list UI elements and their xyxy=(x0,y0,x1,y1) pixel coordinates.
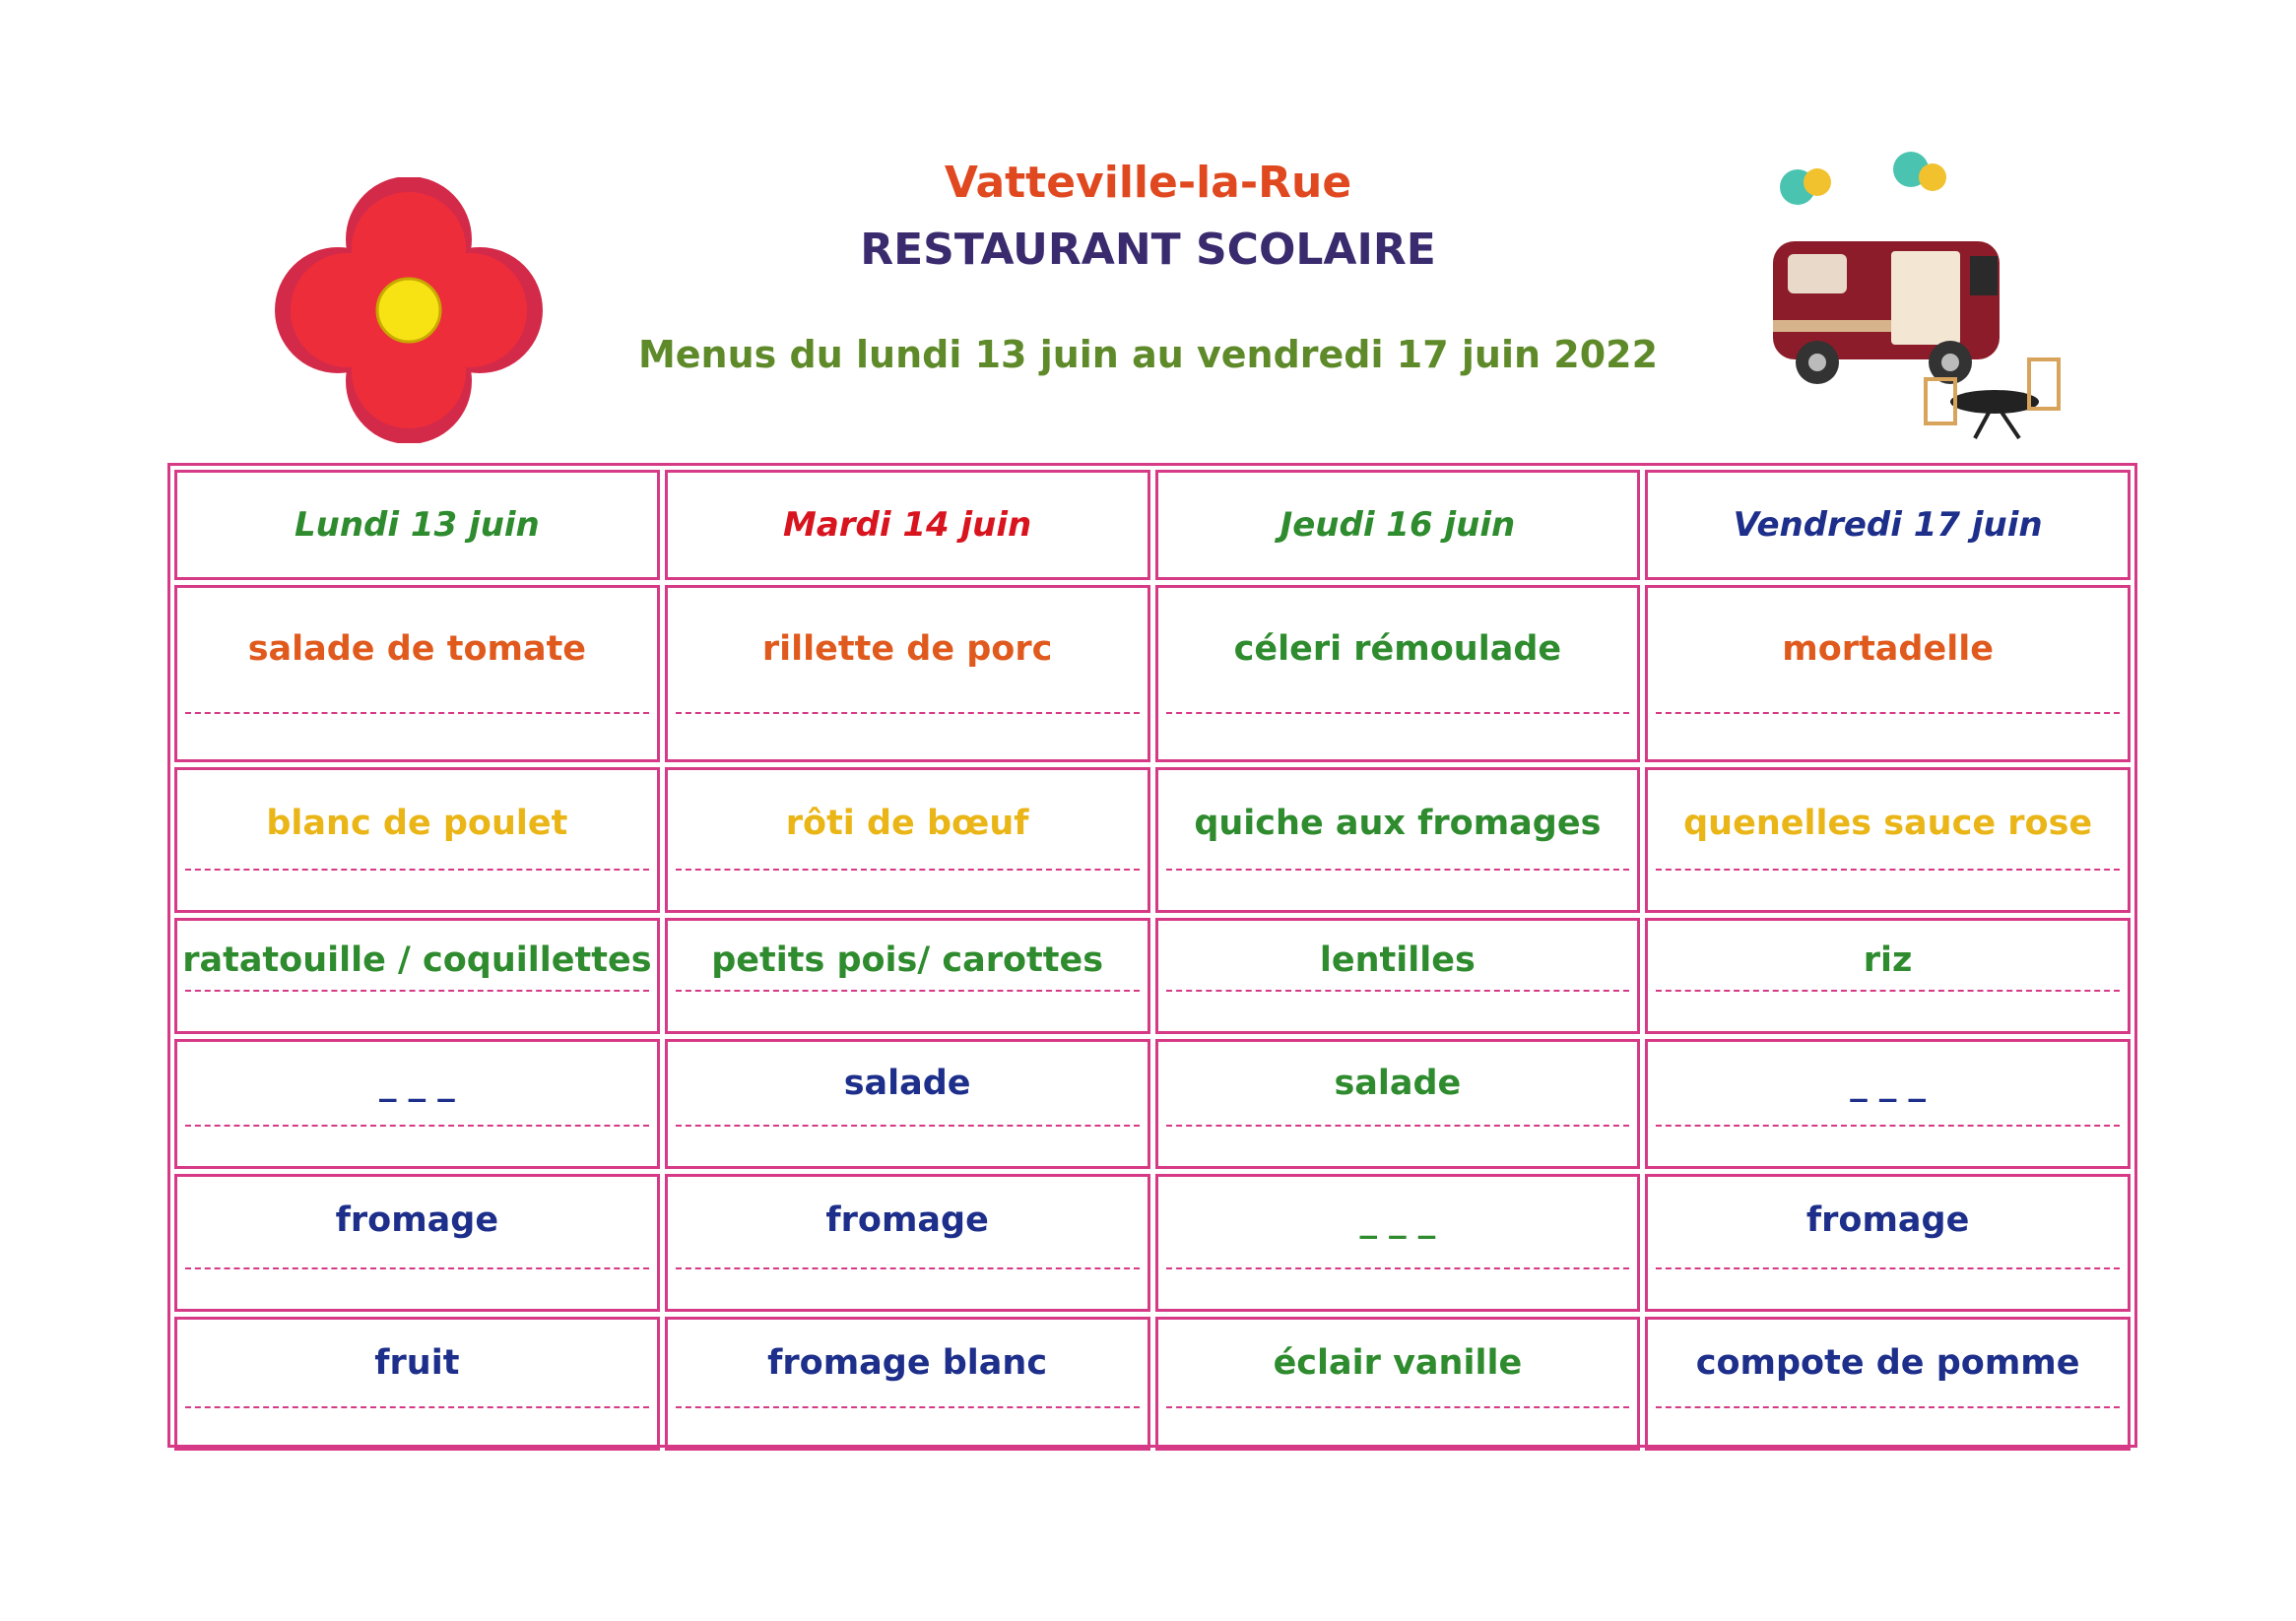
flower-icon xyxy=(256,177,561,443)
menu-cell-dessert: éclair vanille xyxy=(1155,1317,1641,1451)
day-header: Jeudi 16 juin xyxy=(1155,470,1641,580)
menu-cell-entree: rillette de porc xyxy=(665,585,1150,762)
menu-cell-plat: quenelles sauce rose xyxy=(1645,767,2131,913)
menu-period: Menus du lundi 13 juin au vendredi 17 juin 2022 xyxy=(637,333,1659,376)
page-title: RESTAURANT SCOLAIRE xyxy=(860,225,1436,275)
menu-cell-accompagnement: ratatouille / coquillettes xyxy=(174,918,660,1034)
menu-cell-accompagnement: lentilles xyxy=(1155,918,1641,1034)
menu-cell-salade: salade xyxy=(1155,1039,1641,1169)
menu-cell-salade: _ _ _ xyxy=(174,1039,660,1169)
menu-cell-plat: rôti de bœuf xyxy=(665,767,1150,913)
menu-table xyxy=(167,463,2137,1448)
menu-cell-salade: _ _ _ xyxy=(1645,1039,2131,1169)
menu-cell-accompagnement: riz xyxy=(1645,918,2131,1034)
food-truck-icon xyxy=(1743,148,2078,443)
day-header: Mardi 14 juin xyxy=(665,470,1150,580)
menu-cell-fromage: _ _ _ xyxy=(1155,1174,1641,1312)
day-header: Lundi 13 juin xyxy=(174,470,660,580)
menu-cell-plat: blanc de poulet xyxy=(174,767,660,913)
menu-cell-salade: salade xyxy=(665,1039,1150,1169)
menu-cell-fromage: fromage xyxy=(1645,1174,2131,1312)
menu-cell-dessert: compote de pomme xyxy=(1645,1317,2131,1451)
menu-cell-plat: quiche aux fromages xyxy=(1155,767,1641,913)
menu-cell-entree: salade de tomate xyxy=(174,585,660,762)
menu-cell-dessert: fruit xyxy=(174,1317,660,1451)
menu-cell-accompagnement: petits pois/ carottes xyxy=(665,918,1150,1034)
menu-cell-dessert: fromage blanc xyxy=(665,1317,1150,1451)
day-header: Vendredi 17 juin xyxy=(1645,470,2131,580)
menu-cell-entree: céleri rémoulade xyxy=(1155,585,1641,762)
menu-cell-fromage: fromage xyxy=(174,1174,660,1312)
menu-cell-fromage: fromage xyxy=(665,1174,1150,1312)
town-name: Vatteville-la-Rue xyxy=(944,158,1352,208)
menu-cell-entree: mortadelle xyxy=(1645,585,2131,762)
